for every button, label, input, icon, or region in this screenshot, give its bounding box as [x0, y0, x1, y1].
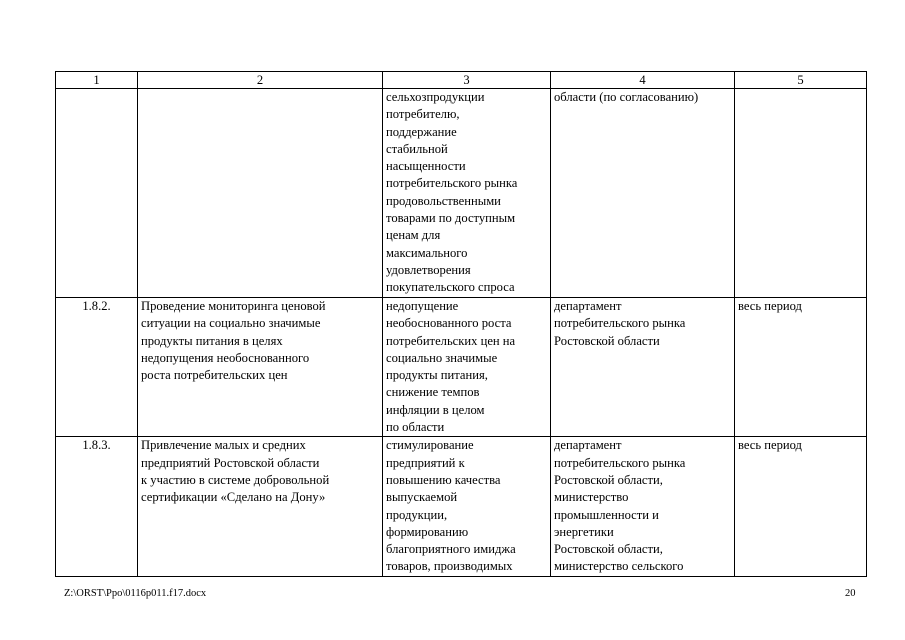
- cell-text-line: департамент: [554, 438, 622, 453]
- cell-text-line: роста потребительских цен: [141, 368, 288, 383]
- executor-cell: [551, 298, 735, 437]
- event-cell: [138, 437, 383, 576]
- cell-text-line: повышению качества: [386, 472, 501, 487]
- document-table: [55, 71, 867, 577]
- cell-text-line: промышленности и: [554, 507, 659, 522]
- footer-page-number: 20: [845, 588, 856, 599]
- cell-text-line: стабильной: [386, 141, 448, 156]
- cell-text-line: формированию: [386, 524, 469, 539]
- header-row: [56, 72, 867, 89]
- cell-text-line: весь период: [738, 299, 802, 313]
- cell-text-line: предприятий Ростовской области: [141, 455, 320, 470]
- cell-text-line: покупательского спроса: [386, 280, 515, 295]
- cell-text-line: весь период: [738, 438, 802, 453]
- event-cell: [138, 89, 383, 298]
- column-header-3: 3: [383, 72, 551, 89]
- cell-text-line: продукты питания в целях: [141, 333, 283, 348]
- cell-text-line: социально значимые: [386, 350, 498, 365]
- cell-text-line: поддержание: [386, 124, 457, 139]
- cell-text-line: недопущения необоснованного: [141, 350, 310, 365]
- period-cell: [735, 437, 867, 576]
- period-cell: [735, 298, 867, 437]
- cell-text-line: снижение темпов: [386, 385, 480, 400]
- cell-text-line: к участию в системе добровольной: [141, 472, 330, 487]
- cell-text-line: департамент: [554, 299, 622, 313]
- cell-text-line: необоснованного роста: [386, 316, 512, 331]
- cell-text-line: потребителю,: [386, 107, 460, 122]
- table-row: [56, 89, 867, 298]
- footer-file-path: Z:\ORST\Ppo\0116p011.f17.docx: [64, 588, 207, 599]
- executor-cell: [551, 437, 735, 576]
- cell-text-line: Ростовской области,: [554, 542, 663, 557]
- column-header-4: 4: [551, 72, 735, 89]
- cell-text-line: области (по согласованию): [554, 90, 699, 104]
- result-cell: [383, 89, 551, 298]
- cell-text-line: Привлечение малых и средних: [141, 438, 306, 453]
- executor-cell: [551, 89, 735, 298]
- cell-text-line: министерство: [554, 490, 629, 505]
- cell-text-line: потребительского рынка: [554, 455, 686, 470]
- cell-text-line: товарами по доступным: [386, 211, 516, 226]
- cell-text-line: сертификации «Сделано на Дону»: [141, 490, 326, 505]
- cell-text-line: насыщенности: [386, 159, 466, 174]
- column-header-5: 5: [735, 72, 867, 89]
- row-number-cell: 1.8.2.: [56, 298, 138, 437]
- cell-text-line: благоприятного имиджа: [386, 542, 516, 557]
- cell-text-line: Ростовской области: [554, 333, 660, 348]
- cell-text-line: Проведение мониторинга ценовой: [141, 299, 326, 313]
- period-cell: [735, 89, 867, 298]
- cell-text-line: потребительского рынка: [386, 176, 518, 191]
- cell-text-line: ситуации на социально значимые: [141, 316, 321, 331]
- cell-text-line: выпускаемой: [386, 490, 458, 505]
- cell-text-line: стимулирование: [386, 438, 474, 453]
- result-cell: [383, 298, 551, 437]
- cell-text-line: продукции,: [386, 507, 448, 522]
- row-number-cell: [56, 89, 138, 298]
- event-cell: [138, 298, 383, 437]
- row-number-cell: 1.8.3.: [56, 437, 138, 576]
- cell-text-line: максимального: [386, 245, 468, 260]
- cell-text-line: Ростовской области,: [554, 472, 663, 487]
- cell-text-line: инфляции в целом: [386, 402, 485, 417]
- cell-text-line: продукты питания,: [386, 368, 488, 383]
- cell-text-line: недопущение: [386, 299, 459, 313]
- table-row: [56, 437, 867, 576]
- cell-text-line: предприятий к: [386, 455, 465, 470]
- cell-text-line: ценам для: [386, 228, 441, 243]
- table-row: [56, 298, 867, 437]
- cell-text-line: потребительских цен на: [386, 333, 516, 348]
- column-header-1: 1: [56, 72, 138, 89]
- column-header-2: 2: [138, 72, 383, 89]
- cell-text-line: сельхозпродукции: [386, 90, 485, 104]
- cell-text-line: удовлетворения: [386, 262, 471, 277]
- cell-text-line: министерство сельского: [554, 559, 684, 574]
- cell-text-line: товаров, производимых: [386, 559, 513, 574]
- result-cell: [383, 437, 551, 576]
- cell-text-line: по области: [386, 420, 445, 435]
- cell-text-line: продовольственными: [386, 193, 501, 208]
- cell-text-line: потребительского рынка: [554, 316, 686, 331]
- cell-text-line: энергетики: [554, 524, 614, 539]
